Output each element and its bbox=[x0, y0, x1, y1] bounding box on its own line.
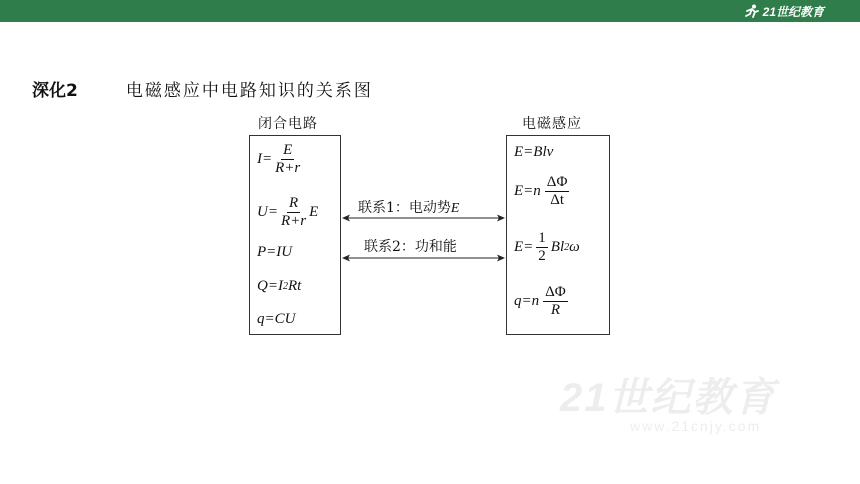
right-formula-faraday: E=n $\frac{\Delta\Phi}{\Delta t}$ bbox=[514, 174, 568, 208]
right-formula-motional-emf: E=Blv bbox=[514, 144, 554, 160]
right-formula-charge: q=n $\frac{\Delta\Phi}{R}$ bbox=[514, 284, 566, 318]
link1-double-arrow bbox=[341, 212, 506, 224]
left-formula-heat: Q=I 2 Rt bbox=[257, 278, 302, 294]
right-column-label: 电磁感应 bbox=[522, 116, 582, 132]
left-formula-power: P=IU bbox=[257, 244, 293, 260]
logo-text: 21世纪教育 bbox=[762, 4, 824, 19]
left-formula-current: I= $\frac{E}{R+r}$ bbox=[257, 142, 301, 176]
watermark bbox=[560, 378, 777, 434]
section-tag: 深化2 bbox=[32, 81, 78, 101]
top-bar bbox=[0, 0, 860, 22]
link2-double-arrow bbox=[341, 252, 506, 264]
section-heading bbox=[32, 76, 373, 101]
link1-label: 联系1：电动势E bbox=[358, 200, 460, 216]
brand-logo bbox=[744, 2, 824, 20]
watermark-text: 21世纪教育 bbox=[560, 376, 777, 420]
left-formula-charge: q=CU bbox=[257, 311, 296, 327]
watermark-url: www.21cnjy.com bbox=[630, 418, 762, 434]
section-title: 电磁感应中电路知识的关系图 bbox=[125, 81, 373, 101]
left-column-label: 闭合电路 bbox=[258, 116, 318, 132]
runner-icon bbox=[744, 4, 760, 18]
closed-circuit-box bbox=[249, 135, 341, 335]
link2-label: 联系2：功和能 bbox=[364, 239, 457, 255]
em-induction-box bbox=[506, 135, 610, 335]
left-formula-voltage: U= $\frac{R}{R+r}$ E bbox=[257, 195, 319, 229]
right-formula-rotating-emf: E= $\frac{1}{2}$ Bl 2 ω bbox=[514, 230, 580, 264]
